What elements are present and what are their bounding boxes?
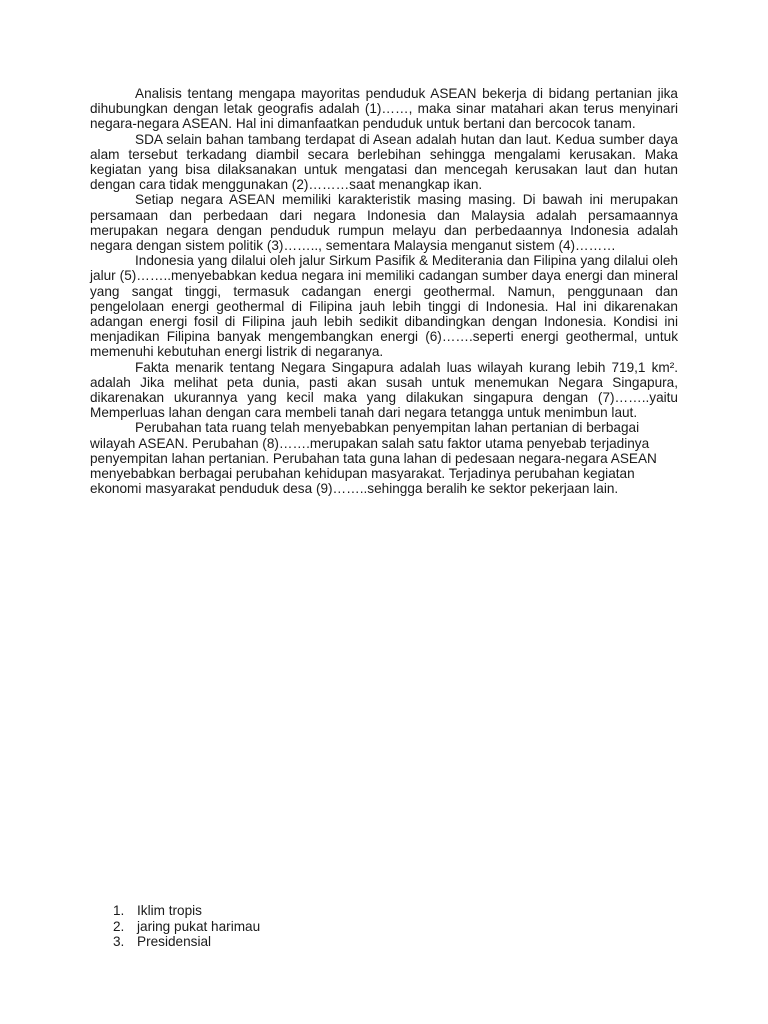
answer-list (113, 903, 513, 950)
list-item (113, 934, 513, 950)
answer-text: Iklim tropis (137, 903, 202, 918)
paragraph-geothermal-energy: Indonesia yang dilalui oleh jalur Sirkum Pasifik & Mediterania dan Filipina yang dilalui oleh jalur (5)……..menyebabkan kedua negara ini memiliki cadangan sumber daya energi dan mineral yang sangat tinggi, termasuk cadangan energi geothermal. Namun, penggunaan dan pengelolaan energi geothermal di Filipina jauh lebih tinggi di Indonesia. Hal ini dikarenakan adangan energi fosil di Filipina jauh lebih sedikit dibandingkan dengan Indonesia. Kondisi ini menjadikan Filipina banyak mengembangkan energi (6)…….seperti energi geothermal, untuk memenuhi kebutuhan energi listrik di negaranya. (90, 253, 678, 360)
paragraph-geography-agriculture: Analisis tentang mengapa mayoritas penduduk ASEAN bekerja di bidang pertanian jika dihubungkan dengan letak geografis adalah (1)……, maka sinar matahari akan terus menyinari negara-negara ASEAN. Hal ini dimanfaatkan penduduk untuk bertani dan bercocok tanam. (90, 86, 678, 132)
list-number: 2. (113, 918, 125, 934)
paragraph-land-use: Perubahan tata ruang telah menyebabkan penyempitan lahan pertanian di berbagai wilayah ASEAN. Perubahan (8)…….merupakan salah satu faktor utama penyebab terjadinya penyempitan lahan pertanian. Perubahan tata guna lahan di pedesaan negara-negara ASEAN menyebabkan berbagai perubahan kehidupan masyarakat. Terjadinya perubahan kegiatan ekonomi masyarakat penduduk desa (9)……..sehingga beralih ke sektor pekerjaan lain. (90, 420, 657, 497)
answer-text: jaring pukat harimau (137, 918, 261, 934)
paragraph-natural-resources: SDA selain bahan tambang terdapat di Asean adalah hutan dan laut. Kedua sumber daya alam tersebut terkadang diambil secara berlebihan sehingga mengalami kerusakan. Maka kegiatan yang bisa dilaksanakan untuk mengatasi dan mencegah kerusakan laut dan hutan dengan cara tidak menggunakan (2)………saat menangkap ikan. (90, 131, 678, 193)
list-number: 3. (113, 934, 125, 950)
paragraph-indonesia-malaysia: Setiap negara ASEAN memiliki karakteristik masing masing. Di bawah ini merupakan persamaan dan perbedaan dari negara Indonesia dan Malaysia adalah persamaannya merupakan negara dengan penduduk rumpun melayu dan perbedaannya Indonesia adalah negara dengan sistem politik (3)…….., sementara Malaysia menganut sistem (4)……… (90, 192, 678, 254)
list-item (113, 903, 513, 919)
list-item (113, 919, 513, 935)
list-number: 1. (113, 903, 125, 918)
paragraph-singapore: Fakta menarik tentang Negara Singapura adalah luas wilayah kurang lebih 719,1 km². adalah Jika melihat peta dunia, pasti akan susah untuk menemukan Negara Singapura, dikarenakan ukurannya yang kecil maka yang dilakukan singapura dengan (7)……..yaitu Memperluas lahan dengan cara membeli tanah dari negara tetangga untuk menimbun laut. (90, 359, 678, 421)
body-text (90, 86, 678, 496)
answer-text: Presidensial (137, 934, 212, 950)
